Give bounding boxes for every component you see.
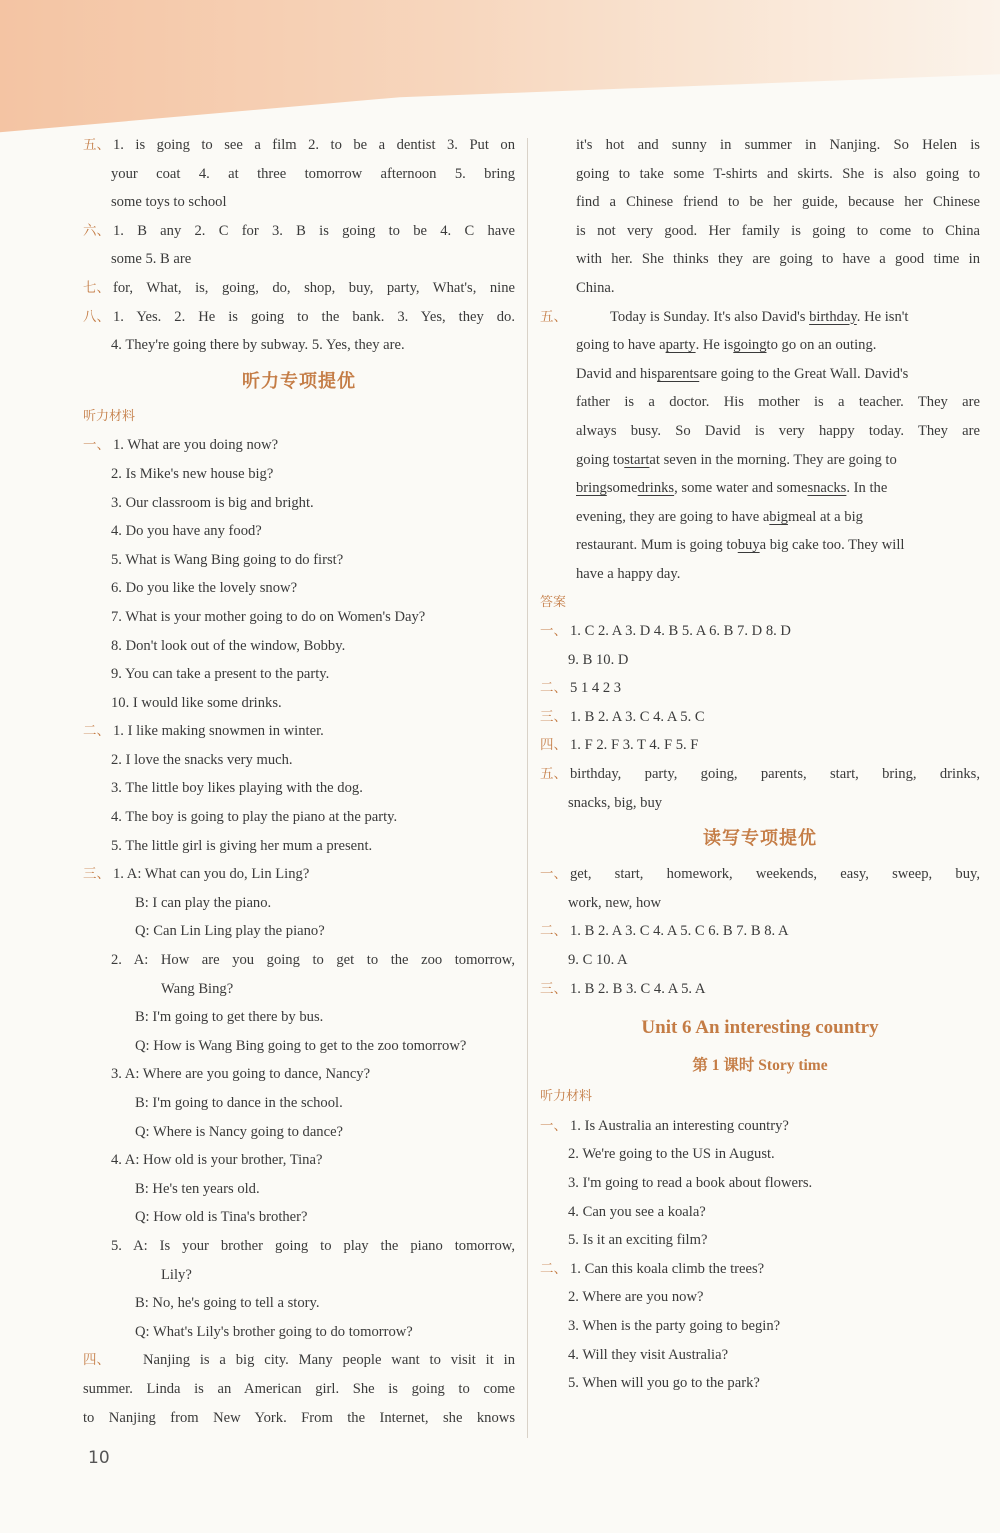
paragraph-line bbox=[570, 303, 980, 332]
paragraph-line: father is a doctor. His mother is a teacher. They are bbox=[576, 394, 980, 411]
text: . He is bbox=[695, 337, 734, 354]
answer-line: 1. F 2. F 3. T 4. F 5. F bbox=[570, 737, 699, 754]
list-item: 1. Is Australia an interesting country? bbox=[570, 1117, 789, 1134]
text: Today is Sunday. It's also David's bbox=[610, 308, 810, 325]
line bbox=[83, 431, 515, 460]
list-item: 4. Will they visit Australia? bbox=[568, 1346, 729, 1363]
section-marker: 二、 bbox=[540, 1260, 567, 1277]
text: are going to the Great Wall. David's bbox=[699, 365, 909, 382]
list-item: 3. When is the party going to begin? bbox=[568, 1317, 781, 1334]
list-item: 3. I'm going to read a book about flowers. bbox=[568, 1175, 813, 1191]
line bbox=[83, 217, 515, 246]
dialogue-line: Q: How old is Tina's brother? bbox=[135, 1209, 308, 1226]
line bbox=[540, 417, 980, 446]
answers-label: 答案 bbox=[540, 594, 567, 610]
list-item: 2. Is Mike's new house big? bbox=[111, 465, 274, 482]
line bbox=[83, 131, 515, 160]
line bbox=[83, 946, 515, 975]
sub-title: 听力材料 bbox=[540, 1089, 593, 1105]
text: , some water and some bbox=[674, 480, 808, 497]
dialogue-line: Wang Bing? bbox=[161, 980, 234, 997]
dialogue-line: B: He's ten years old. bbox=[135, 1180, 260, 1197]
list-item: 2. We're going to the US in August. bbox=[568, 1146, 775, 1163]
dialogue-line: 1. A: What can you do, Lin Ling? bbox=[113, 866, 310, 883]
text: . He isn't bbox=[856, 308, 909, 325]
answer-line: 5 1 4 2 3 bbox=[570, 680, 622, 697]
unit-title: Unit 6 An interesting country bbox=[641, 1017, 879, 1039]
line bbox=[540, 160, 980, 189]
line bbox=[540, 1255, 980, 1284]
line bbox=[540, 131, 980, 160]
text-line: some 5. B are bbox=[111, 251, 192, 268]
text-line: 1. Yes. 2. He is going to the bank. 3. Yes, they do. bbox=[113, 308, 515, 325]
answer-word: birthday bbox=[809, 308, 857, 325]
answer-word: big bbox=[769, 508, 788, 525]
dialogue-line: 2. A: How are you going to get to the zoo tomorrow, bbox=[111, 952, 515, 969]
answer-word: buy bbox=[737, 537, 760, 554]
text-line: 4. They're going there by subway. 5. Yes, they are. bbox=[111, 337, 405, 354]
text: going to have a bbox=[576, 337, 666, 354]
section-marker: 八、 bbox=[83, 308, 110, 325]
right-column bbox=[540, 131, 980, 1398]
answer-line: birthday, party, going, parents, start, bring, drinks, bbox=[570, 766, 980, 783]
list-item: 5. Is it an exciting film? bbox=[568, 1232, 708, 1249]
answer-word: drinks bbox=[637, 480, 675, 497]
list-item: 4. Do you have any food? bbox=[111, 523, 262, 540]
section-title: 听力专项提优 bbox=[242, 370, 356, 392]
line bbox=[83, 303, 515, 332]
line bbox=[83, 1346, 515, 1375]
line bbox=[540, 217, 980, 246]
section-marker: 二、 bbox=[540, 923, 567, 940]
paragraph-line: always busy. So David is very happy today. They are bbox=[576, 422, 980, 439]
line bbox=[540, 388, 980, 417]
list-item: 1. I like making snowmen in winter. bbox=[113, 723, 324, 740]
line bbox=[540, 188, 980, 217]
answer-word: start bbox=[624, 451, 650, 468]
paragraph-line: have a happy day. bbox=[576, 565, 681, 582]
section-marker: 五、 bbox=[540, 766, 567, 783]
text: . In the bbox=[846, 480, 888, 497]
answer-line: 1. B 2. B 3. C 4. A 5. A bbox=[570, 980, 706, 997]
dialogue-line: B: I'm going to get there by bus. bbox=[135, 1009, 324, 1026]
page-number: 10 bbox=[88, 1448, 110, 1468]
paragraph-line: with her. She thinks they are going to have a good time in bbox=[576, 251, 980, 268]
line bbox=[83, 188, 515, 217]
answer-word: party bbox=[665, 337, 696, 354]
text-line: your coat 4. at three tomorrow afternoon 5. bring bbox=[111, 165, 515, 182]
paragraph-line bbox=[540, 331, 980, 360]
text-line: 1. is going to see a film 2. to be a dentist 3. Put on bbox=[113, 137, 515, 153]
answer-line: work, new, how bbox=[568, 894, 662, 911]
dialogue-line: 5. A: Is your brother going to play the piano tomorrow, bbox=[111, 1237, 515, 1254]
list-item: 1. Can this koala climb the trees? bbox=[570, 1260, 765, 1277]
text-line: for, What, is, going, do, shop, buy, party, What's, nine bbox=[113, 279, 515, 296]
dialogue-line: Q: How is Wang Bing going to get to the zoo tomorrow? bbox=[135, 1037, 467, 1054]
paragraph-line bbox=[540, 503, 980, 532]
header-band bbox=[0, 0, 1000, 135]
list-item: 3. The little boy likes playing with the dog. bbox=[111, 780, 363, 797]
text: evening, they are going to have a bbox=[576, 508, 770, 525]
text: David and his bbox=[576, 365, 658, 382]
line bbox=[83, 860, 515, 889]
line bbox=[83, 331, 515, 360]
section-marker: 二、 bbox=[540, 680, 567, 697]
list-item: 2. Where are you now? bbox=[568, 1289, 704, 1306]
paragraph-line: is not very good. Her family is going to come to China bbox=[576, 222, 980, 239]
section-marker: 四、 bbox=[83, 1352, 110, 1369]
line bbox=[540, 731, 980, 760]
text-line: some toys to school bbox=[111, 194, 227, 211]
section-marker: 一、 bbox=[540, 866, 567, 883]
line bbox=[540, 1112, 980, 1141]
dialogue-line: Q: What's Lily's brother going to do tomorrow? bbox=[135, 1323, 413, 1340]
line bbox=[540, 760, 980, 789]
dialogue-line: B: I'm going to dance in the school. bbox=[135, 1095, 343, 1111]
paragraph-line: summer. Linda is an American girl. She is going to come bbox=[83, 1380, 515, 1397]
line bbox=[540, 674, 980, 703]
list-item: 4. The boy is going to play the piano at the party. bbox=[111, 809, 398, 826]
section-marker: 一、 bbox=[540, 623, 567, 640]
text: restaurant. Mum is going to bbox=[576, 537, 738, 554]
paragraph-line bbox=[540, 474, 980, 503]
paragraph-line: find a Chinese friend to be her guide, because her Chinese bbox=[576, 194, 980, 211]
paragraph-line: going to take some T-shirts and skirts. She is also going to bbox=[576, 165, 980, 182]
section-title: 读写专项提优 bbox=[703, 828, 817, 850]
sub-title: 听力材料 bbox=[83, 408, 136, 424]
section-marker: 三、 bbox=[540, 980, 567, 997]
list-item: 7. What is your mother going to do on Women's Day? bbox=[111, 608, 426, 625]
answer-word: snacks bbox=[807, 480, 847, 497]
answer-word: going bbox=[733, 337, 767, 354]
answer-line: 9. B 10. D bbox=[568, 651, 629, 668]
section-marker: 一、 bbox=[540, 1117, 567, 1134]
text: a big cake too. They will bbox=[759, 537, 905, 554]
section-marker: 五、 bbox=[83, 137, 110, 153]
list-item: 5. When will you go to the park? bbox=[568, 1375, 760, 1392]
line bbox=[83, 245, 515, 274]
lesson-title: 第 1 课时 Story time bbox=[692, 1057, 828, 1075]
list-item: 8. Don't look out of the window, Bobby. bbox=[111, 637, 346, 654]
answer-line: 1. B 2. A 3. C 4. A 5. C 6. B 7. B 8. A bbox=[570, 923, 789, 940]
paragraph-line: it's hot and sunny in summer in Nanjing. So Helen is bbox=[576, 137, 980, 153]
section-marker: 四、 bbox=[540, 737, 567, 754]
text: at seven in the morning. They are going to bbox=[649, 451, 897, 468]
text-line: 1. B any 2. C for 3. B is going to be 4. C have bbox=[113, 222, 515, 239]
left-column bbox=[83, 131, 515, 1432]
column-divider bbox=[527, 138, 528, 1438]
section-marker: 二、 bbox=[83, 723, 110, 740]
dialogue-line: 4. A: How old is your brother, Tina? bbox=[111, 1152, 323, 1169]
dialogue-line: Q: Where is Nancy going to dance? bbox=[135, 1123, 344, 1140]
dialogue-line: Q: Can Lin Ling play the piano? bbox=[135, 923, 325, 940]
paragraph-line bbox=[540, 360, 980, 389]
line bbox=[540, 703, 980, 732]
line bbox=[540, 617, 980, 646]
line bbox=[83, 1232, 515, 1261]
paragraph-line: Nanjing is a big city. Many people want to visit it in bbox=[143, 1352, 515, 1369]
list-item: 9. You can take a present to the party. bbox=[111, 666, 330, 683]
line bbox=[540, 917, 980, 946]
list-item: 5. The little girl is giving her mum a present. bbox=[111, 837, 373, 854]
answer-word: bring bbox=[576, 480, 607, 497]
text: going to bbox=[576, 451, 625, 468]
answer-line: get, start, homework, weekends, easy, sweep, buy, bbox=[570, 866, 980, 883]
dialogue-line: B: I can play the piano. bbox=[135, 894, 272, 911]
line bbox=[83, 1404, 515, 1433]
dialogue-line: 3. A: Where are you going to dance, Nancy? bbox=[111, 1066, 371, 1083]
answer-word: parents bbox=[657, 365, 700, 382]
list-item: 4. Can you see a koala? bbox=[568, 1203, 706, 1220]
dialogue-line: B: No, he's going to tell a story. bbox=[135, 1295, 320, 1312]
list-item: 6. Do you like the lovely snow? bbox=[111, 580, 298, 597]
paragraph-line bbox=[540, 531, 980, 560]
text: to go on an outing. bbox=[766, 337, 877, 354]
section-marker: 一、 bbox=[83, 437, 110, 454]
line bbox=[540, 303, 980, 332]
section-marker: 七、 bbox=[83, 279, 110, 296]
section-marker: 三、 bbox=[540, 708, 567, 725]
paragraph-line bbox=[540, 446, 980, 475]
list-item: 5. What is Wang Bing going to do first? bbox=[111, 551, 344, 568]
section-marker: 三、 bbox=[83, 866, 110, 883]
dialogue-line: Lily? bbox=[161, 1266, 192, 1283]
answer-line: snacks, big, buy bbox=[568, 794, 663, 811]
answer-line: 9. C 10. A bbox=[568, 952, 628, 969]
line bbox=[540, 274, 980, 303]
section-marker: 六、 bbox=[83, 222, 110, 239]
line bbox=[83, 274, 515, 303]
section-marker: 五、 bbox=[540, 308, 567, 325]
text: meal at a big bbox=[787, 508, 863, 525]
line bbox=[540, 975, 980, 1004]
line bbox=[83, 717, 515, 746]
line bbox=[540, 860, 980, 889]
list-item: 1. What are you doing now? bbox=[113, 437, 279, 454]
list-item: 3. Our classroom is big and bright. bbox=[111, 494, 314, 511]
list-item: 10. I would like some drinks. bbox=[111, 694, 282, 711]
answer-line: 1. C 2. A 3. D 4. B 5. A 6. B 7. D 8. D bbox=[570, 623, 791, 640]
line bbox=[83, 1375, 515, 1404]
line bbox=[83, 160, 515, 189]
text: some bbox=[606, 480, 638, 497]
paragraph-line: to Nanjing from New York. From the Internet, she knows bbox=[83, 1409, 515, 1426]
line bbox=[540, 245, 980, 274]
paragraph-line: China. bbox=[576, 279, 615, 296]
answer-line: 1. B 2. A 3. C 4. A 5. C bbox=[570, 708, 705, 725]
list-item: 2. I love the snacks very much. bbox=[111, 751, 293, 768]
